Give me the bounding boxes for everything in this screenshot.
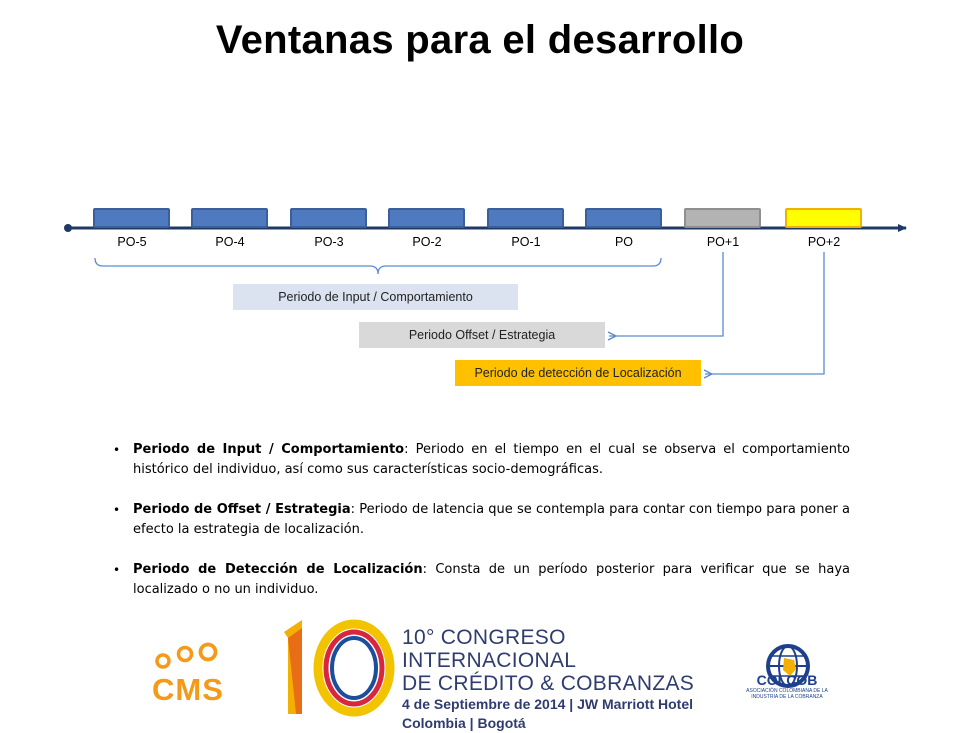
offset-connector-arrow (609, 252, 723, 336)
period-label: PO+1 (706, 235, 740, 249)
colcob-subtitle: ASOCIACIÓN COLOMBIANA DE LA INDUSTRIA DE LA COBRANZA (746, 688, 828, 700)
period-box-po-3 (290, 208, 367, 228)
period-label: PO+2 (807, 235, 841, 249)
period-label: PO-1 (511, 235, 541, 249)
bullet-icon: • (113, 443, 121, 457)
definition-item (113, 440, 850, 480)
definition-term: Periodo de Offset / Estrategia (133, 502, 351, 517)
bullet-icon: • (113, 563, 121, 577)
period-box-po-4 (191, 208, 268, 228)
definition-item (113, 560, 850, 600)
period-box-po-plus-2 (785, 208, 862, 228)
bullet-icon: • (113, 503, 121, 517)
period-box-po-1 (487, 208, 564, 228)
period-box-po-2 (388, 208, 465, 228)
period-box-po-plus-1 (684, 208, 761, 228)
period-box-po-5 (93, 208, 170, 228)
definition-text: : Periodo en el tiempo en el cual se observa el comportamiento histórico del individuo, así como sus características socio-demográficas. (133, 442, 850, 477)
congress-banner (402, 626, 742, 733)
definition-term: Periodo de Detección de Localización (133, 562, 423, 577)
congress-location: Colombia | Bogotá (402, 715, 526, 731)
timeline-start-dot (64, 224, 72, 232)
definition-text: : Consta de un período posterior para verificar que se haya localizado o no un individuo. (133, 562, 851, 597)
congress-line-1: 10° CONGRESO INTERNACIONAL (402, 626, 577, 672)
definition-term: Periodo de Input / Comportamiento (133, 442, 405, 457)
slide-title: Ventanas para el desarrollo (215, 18, 745, 62)
period-label: PO-2 (412, 235, 442, 249)
period-label: PO-3 (314, 235, 344, 249)
detection-period-band: Periodo de detección de Localización (455, 360, 701, 386)
input-period-band: Periodo de Input / Comportamiento (233, 284, 518, 310)
period-label: PO (614, 235, 634, 249)
period-label: PO-5 (117, 235, 147, 249)
period-label: PO-4 (215, 235, 245, 249)
offset-period-band: Periodo Offset / Estrategia (359, 322, 605, 348)
definition-item (113, 500, 850, 540)
congress-line-2: DE CRÉDITO & COBRANZAS (402, 672, 695, 695)
input-period-brace (95, 258, 661, 274)
colcob-logo: COLCOB (756, 672, 818, 688)
definitions-list (113, 440, 850, 620)
period-box-po (585, 208, 662, 228)
congress-date-venue: 4 de Septiembre de 2014 | JW Marriott Hotel (402, 696, 693, 712)
cms-logo: CMS (152, 672, 224, 707)
tenth-anniversary-logo (278, 614, 398, 720)
definition-text: : Periodo de latencia que se contempla para contar con tiempo para poner a efecto la estrategia de localización. (133, 502, 850, 537)
